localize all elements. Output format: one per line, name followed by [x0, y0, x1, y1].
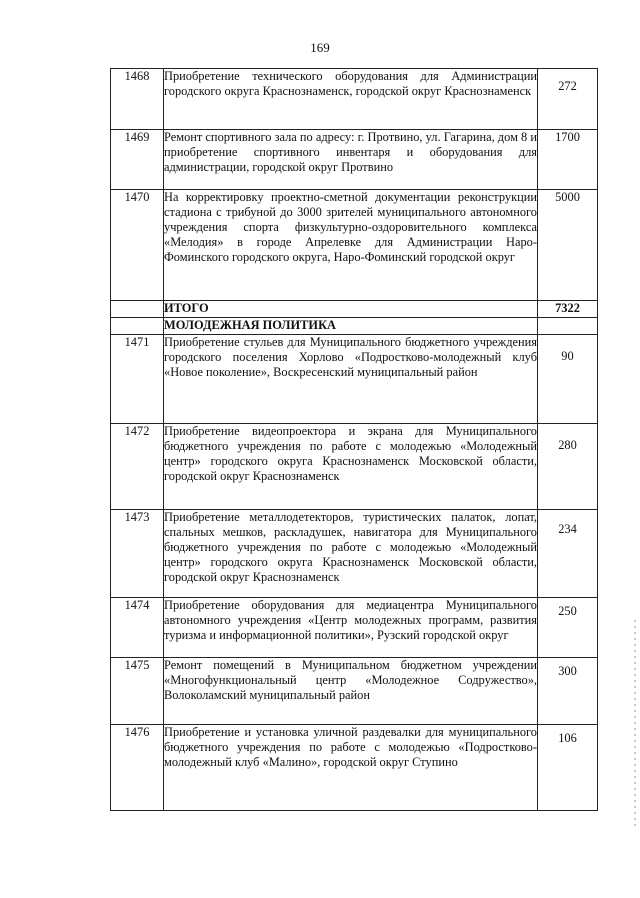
row-number: 1472 [111, 424, 164, 510]
section-title: МОЛОДЕЖНАЯ ПОЛИТИКА [164, 318, 538, 335]
total-row [111, 301, 598, 318]
table-row [111, 510, 598, 598]
table-row [111, 598, 598, 658]
row-amount: 250 [538, 598, 598, 658]
row-number: 1470 [111, 190, 164, 301]
table-row [111, 190, 598, 301]
row-amount: 5000 [538, 190, 598, 301]
row-amount: 272 [538, 69, 598, 130]
row-number: 1476 [111, 725, 164, 811]
row-description: Приобретение стульев для Муниципального бюджетного учреждения городского поселения Хорлово «Подростково-молодежный клуб «Новое поколение», Воскресенский муниципальный район [164, 335, 538, 424]
row-number: 1475 [111, 658, 164, 725]
section-row [111, 318, 598, 335]
row-description: Приобретение видеопроектора и экрана для Муниципального бюджетного учреждения по работе с молодежью «Молодежный центр» городского округа Краснознаменск Московской области, городской округ Краснознаменск [164, 424, 538, 510]
table-row [111, 130, 598, 190]
table-row [111, 424, 598, 510]
section-amount-cell [538, 318, 598, 335]
section-number-cell [111, 318, 164, 335]
table-row [111, 335, 598, 424]
row-description: На корректировку проектно-сметной документации реконструкции стадиона с трибуной до 3000 зрителей муниципального автономного учреждения спорта физкультурно-оздоровительного комплекса «Мелодия» в городе Апрелевке для Администрации Наро-Фоминского городского округа, Наро-Фоминский городской округ [164, 190, 538, 301]
row-number: 1469 [111, 130, 164, 190]
row-amount: 90 [538, 335, 598, 424]
total-label: ИТОГО [164, 301, 538, 318]
row-number: 1474 [111, 598, 164, 658]
scan-margin-mark [634, 620, 636, 830]
total-number-cell [111, 301, 164, 318]
row-amount: 106 [538, 725, 598, 811]
table-row [111, 725, 598, 811]
row-description: Приобретение металлодетекторов, туристических палаток, лопат, спальных мешков, раскладушек, навигатора для Муниципального бюджетного учреждения по работе с молодежью «Молодежный центр» городского округа Краснознаменск Московской области, городской округ Краснознаменск [164, 510, 538, 598]
row-description: Приобретение технического оборудования для Администрации городского округа Краснознаменск, городской округ Краснознаменск [164, 69, 538, 130]
row-description: Приобретение оборудования для медиацентра Муниципального автономного учреждения «Центр молодежных программ, развития туризма и информационной политики», Рузский городской округ [164, 598, 538, 658]
row-description: Ремонт помещений в Муниципальном бюджетном учреждении «Многофункциональный центр «Молодежное Содружество», Волоколамский муниципальный район [164, 658, 538, 725]
page-number: 169 [310, 40, 330, 55]
row-amount: 1700 [538, 130, 598, 190]
table-row [111, 658, 598, 725]
total-amount: 7322 [538, 301, 598, 318]
row-amount: 234 [538, 510, 598, 598]
row-amount: 300 [538, 658, 598, 725]
row-number: 1471 [111, 335, 164, 424]
table-row [111, 69, 598, 130]
budget-table [110, 68, 598, 811]
row-amount: 280 [538, 424, 598, 510]
row-description: Приобретение и установка уличной раздевалки для муниципального бюджетного учреждения по работе с молодежью «Подростково-молодежный клуб «Малино», городской округ Ступино [164, 725, 538, 811]
row-number: 1468 [111, 69, 164, 130]
row-number: 1473 [111, 510, 164, 598]
row-description: Ремонт спортивного зала по адресу: г. Протвино, ул. Гагарина, дом 8 и приобретение спортивного инвентаря и оборудования для администрации, городской округ Протвино [164, 130, 538, 190]
